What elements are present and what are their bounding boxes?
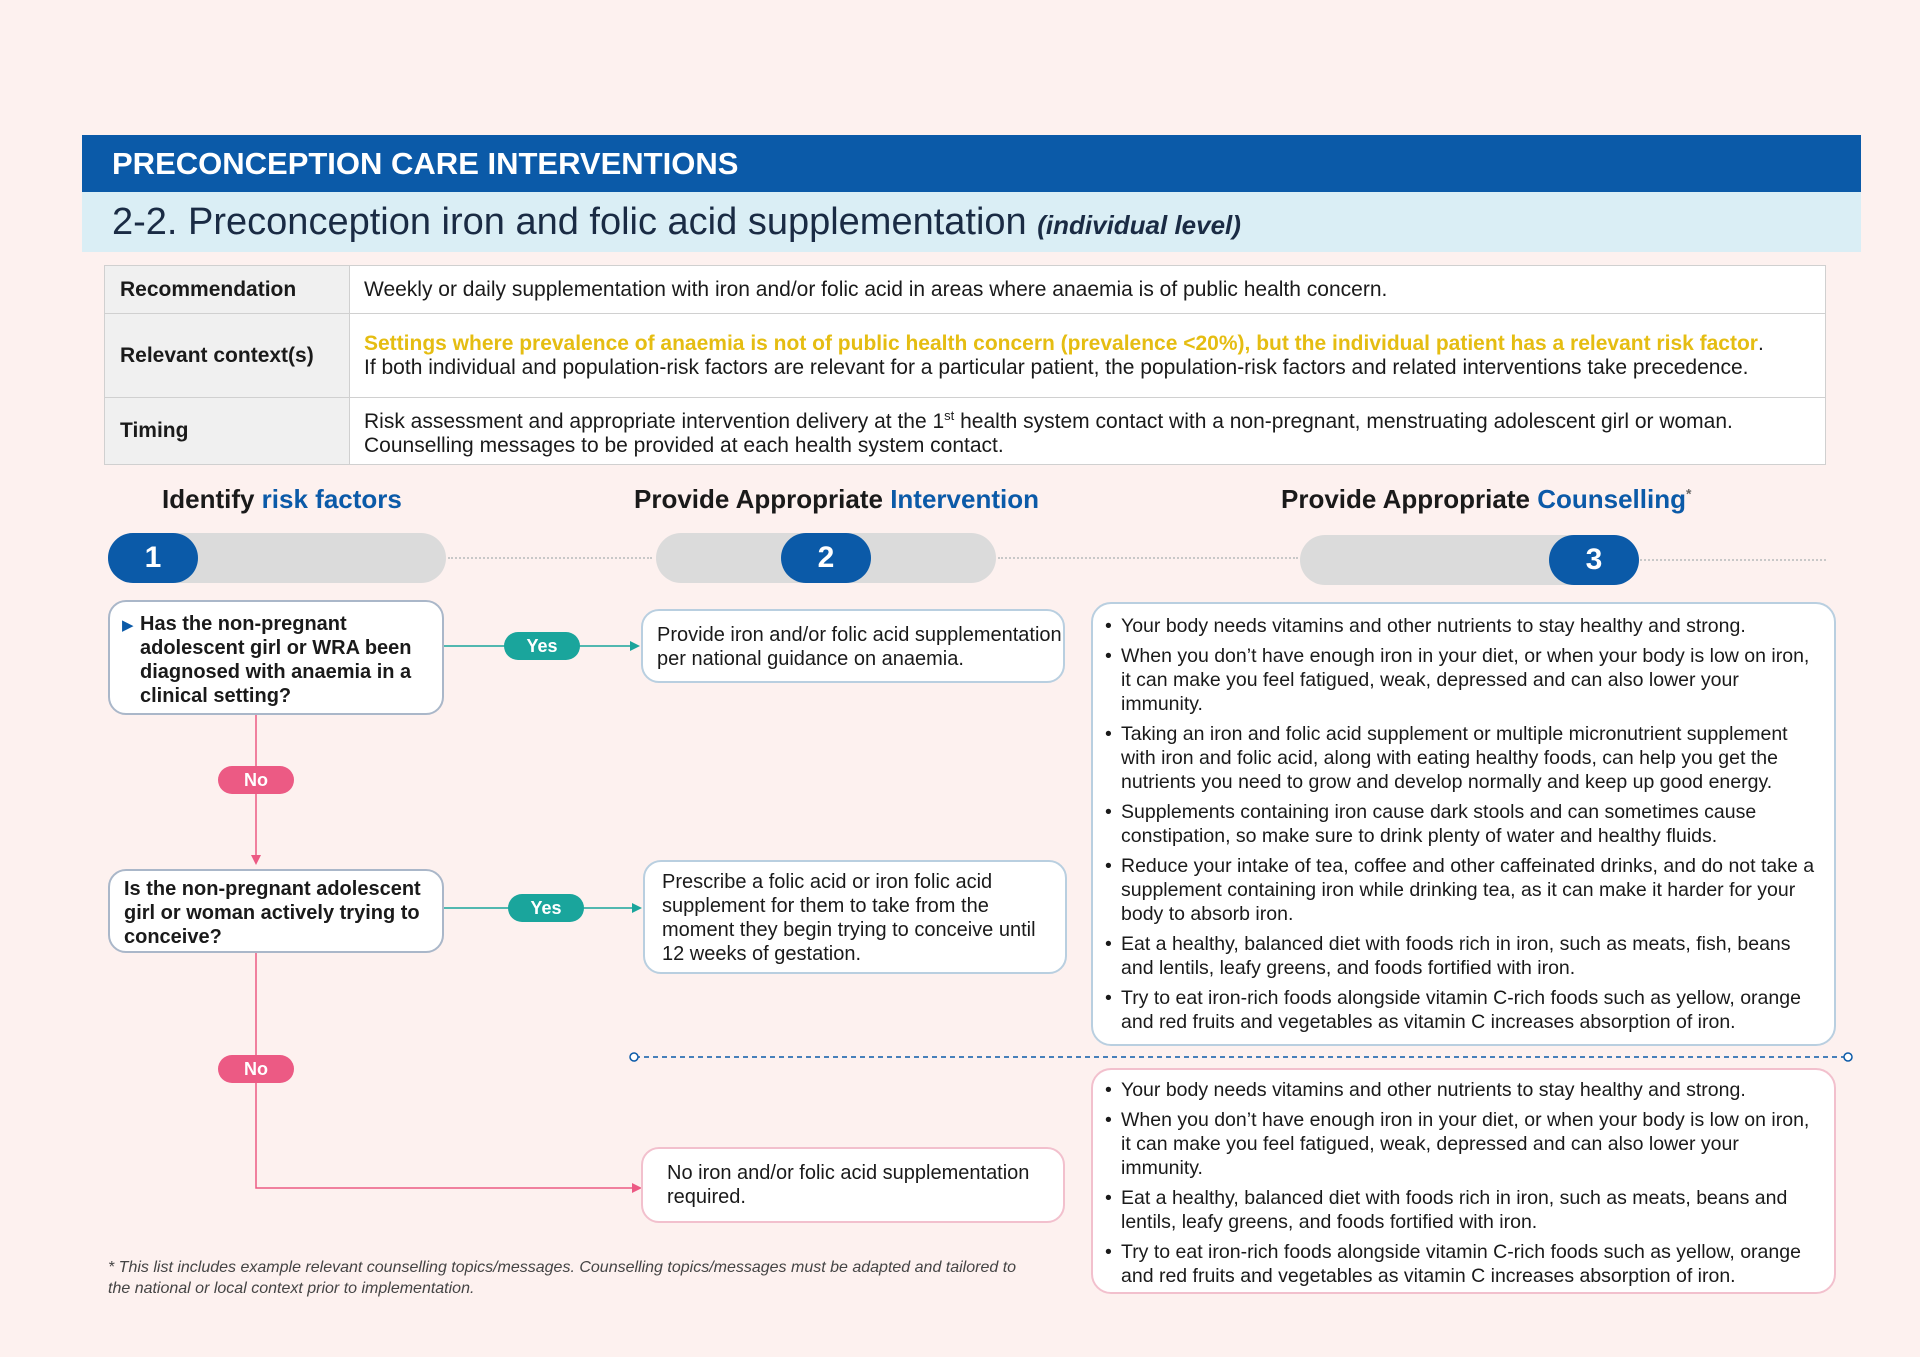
counselling-box-2 [1091,1068,1836,1294]
intervention-conceive: Prescribe a folic acid or iron folic acid supplement for them to take from the moment they begin trying to conceive until 12 weeks of gestation. [643,860,1067,974]
col2-prefix: Provide Appropriate [634,484,891,514]
question-conceive-text: Is the non-pregnant adolescent girl or woman actively trying to conceive? [124,878,421,948]
counselling-item: • Try to eat iron-rich foods alongside vitamin C-rich foods such as yellow, orange and red fruits and vegetables as vitamin C increases absorption of iron. [1103,986,1820,1034]
intervention-none: No iron and/or folic acid supplementation required. [641,1147,1065,1223]
context-text: If both individual and population-risk factors are relevant for a particular patient, the population-risk factors and related interventions take precedence. [364,355,1749,379]
counselling-item: • Eat a healthy, balanced diet with foods rich in iron, such as meats, fish, beans and lentils, leafy greens, and foods fortified with iron. [1103,932,1820,980]
question-conceive [108,869,444,953]
counselling-item: • Eat a healthy, balanced diet with foods rich in iron, such as meats, beans and lentils, leafy greens, and foods fortified with iron. [1103,1186,1820,1234]
col3-prefix: Provide Appropriate [1281,484,1538,514]
no-badge: No [218,1055,294,1083]
no-connector-2 [256,953,634,1188]
timing-sup: st [944,408,955,423]
yes-badge: Yes [508,894,584,922]
col1-prefix: Identify [162,484,262,514]
counselling-item: • Reduce your intake of tea, coffee and other caffeinated drinks, and do not take a supplement containing iron while drinking tea, as it can make it harder for your body to absorb iron. [1103,854,1820,926]
page-header: PRECONCEPTION CARE INTERVENTIONS [82,135,1861,192]
footnote: * This list includes example relevant counselling topics/messages. Counselling topics/messages must be adapted and tailored to the national or local context prior to implementation. [108,1259,1017,1297]
recommendation-label: Recommendation [105,266,350,314]
counselling-item: • Supplements containing iron cause dark stools and can sometimes cause constipation, so make sure to drink plenty of water and healthy fluids. [1103,800,1820,848]
counselling-box-1 [1091,602,1836,1046]
col2-highlight: Intervention [890,484,1039,514]
step-1-number: 1 [108,533,198,583]
step-3-number: 3 [1549,535,1639,585]
no-arrow-1 [251,855,261,865]
no-badge: No [218,766,294,794]
counselling-item: • When you don’t have enough iron in your diet, or when your body is low on iron, it can make you feel fatigued, weak, depressed and can also lower your immunity. [1103,1108,1820,1180]
yes-badge: Yes [504,632,580,660]
col1-highlight: risk factors [261,484,402,514]
question-anaemia-text: Has the non-pregnant adolescent girl or WRA been diagnosed with anaemia in a clinical setting? [140,613,412,707]
counselling-item: • Your body needs vitamins and other nutrients to stay healthy and strong. [1103,614,1820,638]
step-2-number: 2 [781,533,871,583]
recommendation-text: Weekly or daily supplementation with iron and/or folic acid in areas where anaemia is of public health concern. [350,266,1826,314]
context-highlight: Settings where prevalence of anaemia is not of public health concern (prevalence <20%), but the individual patient has a relevant risk factor [364,331,1758,355]
counselling-item: • When you don’t have enough iron in your diet, or when your body is low on iron, it can make you feel fatigued, weak, depressed and can also lower your immunity. [1103,644,1820,716]
timing-text-b: health system contact with a non-pregnant, menstruating adolescent girl or woman. Counselling messages to be provided at each health system contact. [364,410,1733,457]
context-label: Relevant context(s) [105,314,350,398]
col3-highlight: Counselling [1537,484,1686,514]
intervention-anaemia: Provide iron and/or folic acid supplementation per national guidance on anaemia. [641,609,1065,683]
context-highlight-end: . [1757,331,1764,355]
col3-star: * [1685,485,1692,502]
question-anaemia [108,600,444,715]
yes-arrow-1 [630,641,640,651]
counselling-list-2 [1103,1078,1820,1288]
subtitle-text: 2-2. Preconception iron and folic acid supplementation [112,201,1027,243]
counselling-item: • Your body needs vitamins and other nutrients to stay healthy and strong. [1103,1078,1820,1102]
triangle-bullet-icon: ▶ [122,617,134,634]
timing-label: Timing [105,398,350,465]
counselling-item: • Try to eat iron-rich foods alongside vitamin C-rich foods such as yellow, orange and red fruits and vegetables as vitamin C increases absorption of iron. [1103,1240,1820,1288]
timing-text-a: Risk assessment and appropriate intervention delivery at the 1 [364,410,945,433]
divider-endpoint [630,1053,638,1061]
subtitle-level: (individual level) [1037,210,1241,240]
counselling-item: • Taking an iron and folic acid supplement or multiple micronutrient supplement with iron and folic acid, along with eating healthy foods, can help you get the nutrients you need to grow and develop normally and keep up good energy. [1103,722,1820,794]
divider-endpoint [1844,1053,1852,1061]
yes-arrow-2 [632,903,642,913]
counselling-list-1 [1103,614,1820,1034]
